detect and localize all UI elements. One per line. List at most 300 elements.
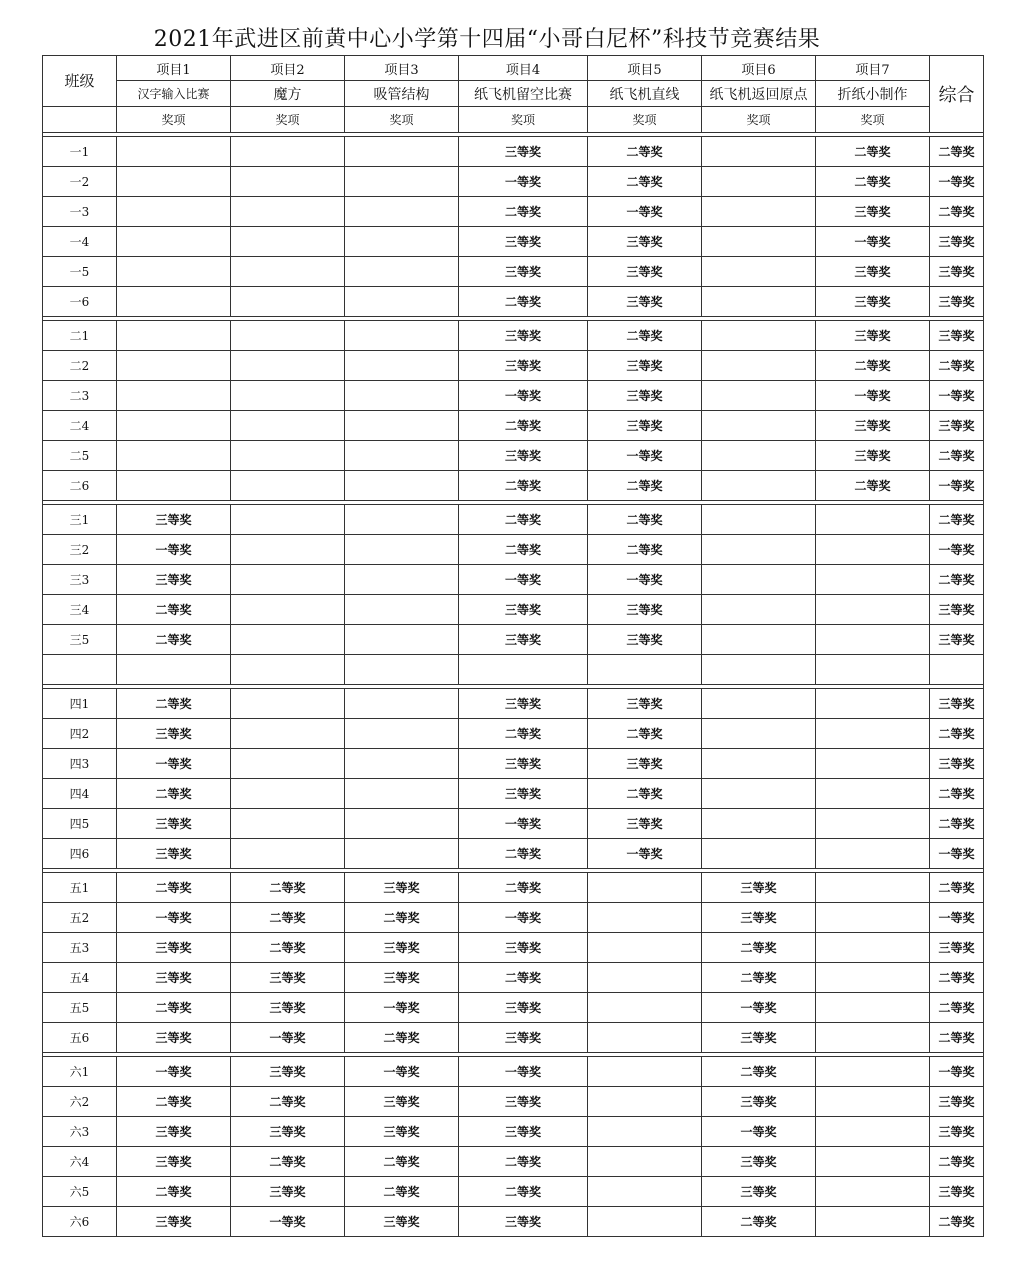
award-cell: 一等奖 bbox=[588, 565, 702, 595]
award-cell: 三等奖 bbox=[588, 689, 702, 719]
award-cell: 三等奖 bbox=[459, 1023, 588, 1053]
class-cell: 六5 bbox=[43, 1177, 117, 1207]
overall-cell: 一等奖 bbox=[930, 903, 984, 933]
award-cell bbox=[702, 471, 816, 501]
award-cell bbox=[588, 1207, 702, 1237]
table-row bbox=[43, 993, 984, 1023]
award-cell bbox=[231, 689, 345, 719]
award-cell bbox=[231, 779, 345, 809]
award-cell: 一等奖 bbox=[459, 565, 588, 595]
header-award: 奖项 bbox=[345, 107, 459, 133]
award-cell bbox=[816, 1117, 930, 1147]
award-cell: 一等奖 bbox=[459, 809, 588, 839]
award-cell bbox=[345, 719, 459, 749]
class-cell: 五3 bbox=[43, 933, 117, 963]
award-cell: 二等奖 bbox=[816, 137, 930, 167]
award-cell: 三等奖 bbox=[117, 1147, 231, 1177]
award-cell bbox=[231, 839, 345, 869]
award-cell bbox=[816, 873, 930, 903]
award-cell bbox=[345, 749, 459, 779]
award-cell bbox=[117, 381, 231, 411]
award-cell bbox=[702, 411, 816, 441]
award-cell: 三等奖 bbox=[702, 1087, 816, 1117]
award-cell bbox=[588, 873, 702, 903]
award-cell: 二等奖 bbox=[588, 137, 702, 167]
award-cell: 三等奖 bbox=[117, 809, 231, 839]
header-award: 奖项 bbox=[588, 107, 702, 133]
award-cell: 一等奖 bbox=[459, 903, 588, 933]
class-cell: 一5 bbox=[43, 257, 117, 287]
award-cell bbox=[345, 441, 459, 471]
award-cell bbox=[816, 963, 930, 993]
header-project-num: 项目6 bbox=[702, 56, 816, 81]
overall-cell: 三等奖 bbox=[930, 321, 984, 351]
award-cell: 三等奖 bbox=[117, 505, 231, 535]
header-project-name: 纸飞机直线 bbox=[588, 81, 702, 107]
award-cell bbox=[345, 809, 459, 839]
award-cell: 二等奖 bbox=[702, 1207, 816, 1237]
award-cell: 三等奖 bbox=[816, 411, 930, 441]
award-cell: 一等奖 bbox=[816, 381, 930, 411]
award-cell bbox=[588, 933, 702, 963]
table-row bbox=[43, 655, 984, 685]
award-cell: 一等奖 bbox=[117, 749, 231, 779]
award-cell: 二等奖 bbox=[816, 351, 930, 381]
award-cell: 二等奖 bbox=[117, 993, 231, 1023]
header-project-num: 项目1 bbox=[117, 56, 231, 81]
award-cell: 二等奖 bbox=[702, 1057, 816, 1087]
class-cell: 六6 bbox=[43, 1207, 117, 1237]
award-cell bbox=[588, 903, 702, 933]
table-row bbox=[43, 565, 984, 595]
award-cell: 三等奖 bbox=[702, 1023, 816, 1053]
award-cell: 二等奖 bbox=[231, 1087, 345, 1117]
award-cell bbox=[588, 1177, 702, 1207]
table-row bbox=[43, 719, 984, 749]
table-row bbox=[43, 809, 984, 839]
award-cell bbox=[345, 565, 459, 595]
award-cell: 二等奖 bbox=[117, 689, 231, 719]
award-cell: 一等奖 bbox=[588, 197, 702, 227]
class-cell: 四6 bbox=[43, 839, 117, 869]
table-row bbox=[43, 321, 984, 351]
award-cell: 一等奖 bbox=[117, 903, 231, 933]
award-cell bbox=[702, 351, 816, 381]
award-cell: 三等奖 bbox=[459, 257, 588, 287]
award-cell: 三等奖 bbox=[117, 565, 231, 595]
award-cell: 三等奖 bbox=[345, 933, 459, 963]
overall-cell: 二等奖 bbox=[930, 873, 984, 903]
award-cell: 三等奖 bbox=[588, 287, 702, 317]
table-row bbox=[43, 257, 984, 287]
overall-cell: 一等奖 bbox=[930, 1057, 984, 1087]
class-cell: 二5 bbox=[43, 441, 117, 471]
award-cell: 三等奖 bbox=[117, 1207, 231, 1237]
award-cell: 二等奖 bbox=[117, 595, 231, 625]
award-cell: 三等奖 bbox=[816, 257, 930, 287]
award-cell: 三等奖 bbox=[459, 779, 588, 809]
header-project-name: 纸飞机留空比赛 bbox=[459, 81, 588, 107]
award-cell bbox=[588, 963, 702, 993]
award-cell: 三等奖 bbox=[459, 689, 588, 719]
overall-cell: 二等奖 bbox=[930, 1023, 984, 1053]
award-cell bbox=[231, 287, 345, 317]
award-cell bbox=[231, 381, 345, 411]
award-cell bbox=[231, 197, 345, 227]
table-row bbox=[43, 287, 984, 317]
award-cell bbox=[816, 809, 930, 839]
class-cell: 四2 bbox=[43, 719, 117, 749]
table-row bbox=[43, 351, 984, 381]
award-cell bbox=[702, 505, 816, 535]
award-cell: 一等奖 bbox=[816, 227, 930, 257]
award-cell: 三等奖 bbox=[702, 903, 816, 933]
award-cell: 二等奖 bbox=[459, 197, 588, 227]
award-cell bbox=[702, 137, 816, 167]
award-cell: 三等奖 bbox=[117, 839, 231, 869]
award-cell: 一等奖 bbox=[459, 1057, 588, 1087]
award-cell bbox=[702, 381, 816, 411]
overall-cell: 一等奖 bbox=[930, 167, 984, 197]
award-cell bbox=[816, 655, 930, 685]
award-cell bbox=[702, 719, 816, 749]
class-cell: 二4 bbox=[43, 411, 117, 441]
award-cell bbox=[816, 1057, 930, 1087]
class-cell: 六2 bbox=[43, 1087, 117, 1117]
award-cell: 三等奖 bbox=[588, 381, 702, 411]
award-cell bbox=[231, 441, 345, 471]
class-cell: 四1 bbox=[43, 689, 117, 719]
award-cell bbox=[702, 655, 816, 685]
award-cell: 一等奖 bbox=[459, 381, 588, 411]
award-cell: 二等奖 bbox=[117, 1177, 231, 1207]
award-cell bbox=[816, 1207, 930, 1237]
award-cell: 二等奖 bbox=[231, 873, 345, 903]
award-cell bbox=[231, 535, 345, 565]
award-cell: 三等奖 bbox=[459, 933, 588, 963]
overall-cell: 一等奖 bbox=[930, 839, 984, 869]
award-cell: 三等奖 bbox=[816, 441, 930, 471]
award-cell bbox=[117, 137, 231, 167]
award-cell: 三等奖 bbox=[588, 351, 702, 381]
award-cell bbox=[231, 719, 345, 749]
award-cell: 二等奖 bbox=[459, 719, 588, 749]
award-cell: 三等奖 bbox=[588, 749, 702, 779]
award-cell: 三等奖 bbox=[345, 873, 459, 903]
table-row bbox=[43, 137, 984, 167]
award-cell bbox=[345, 287, 459, 317]
header-row-projects bbox=[43, 56, 984, 81]
award-cell: 三等奖 bbox=[459, 749, 588, 779]
award-cell: 三等奖 bbox=[345, 963, 459, 993]
award-cell bbox=[345, 595, 459, 625]
award-cell bbox=[816, 993, 930, 1023]
overall-cell: 二等奖 bbox=[930, 197, 984, 227]
class-cell: 五1 bbox=[43, 873, 117, 903]
award-cell: 三等奖 bbox=[816, 287, 930, 317]
award-cell: 一等奖 bbox=[345, 993, 459, 1023]
award-cell bbox=[345, 839, 459, 869]
award-cell bbox=[345, 779, 459, 809]
award-cell: 二等奖 bbox=[816, 471, 930, 501]
award-cell bbox=[117, 441, 231, 471]
class-cell: 一4 bbox=[43, 227, 117, 257]
overall-cell: 二等奖 bbox=[930, 565, 984, 595]
award-cell: 三等奖 bbox=[231, 1057, 345, 1087]
award-cell bbox=[117, 321, 231, 351]
award-cell bbox=[702, 689, 816, 719]
overall-cell: 三等奖 bbox=[930, 1087, 984, 1117]
table-row bbox=[43, 1147, 984, 1177]
overall-cell: 二等奖 bbox=[930, 779, 984, 809]
header-class: 班级 bbox=[43, 56, 117, 107]
award-cell: 三等奖 bbox=[117, 719, 231, 749]
award-cell: 三等奖 bbox=[816, 321, 930, 351]
award-cell bbox=[702, 625, 816, 655]
award-cell bbox=[702, 749, 816, 779]
award-cell: 三等奖 bbox=[459, 351, 588, 381]
table-row bbox=[43, 933, 984, 963]
award-cell bbox=[231, 595, 345, 625]
overall-cell: 三等奖 bbox=[930, 257, 984, 287]
award-cell bbox=[588, 1147, 702, 1177]
class-cell: 一6 bbox=[43, 287, 117, 317]
award-cell: 三等奖 bbox=[345, 1087, 459, 1117]
award-cell: 二等奖 bbox=[459, 839, 588, 869]
award-cell bbox=[345, 471, 459, 501]
table-row bbox=[43, 689, 984, 719]
award-cell: 二等奖 bbox=[588, 535, 702, 565]
award-cell bbox=[231, 411, 345, 441]
award-cell bbox=[816, 903, 930, 933]
award-cell bbox=[702, 809, 816, 839]
award-cell bbox=[702, 441, 816, 471]
award-cell bbox=[588, 1087, 702, 1117]
award-cell bbox=[345, 655, 459, 685]
award-cell bbox=[231, 505, 345, 535]
award-cell bbox=[816, 565, 930, 595]
header-row-award bbox=[43, 107, 984, 133]
overall-cell: 二等奖 bbox=[930, 963, 984, 993]
award-cell: 三等奖 bbox=[588, 809, 702, 839]
award-cell: 三等奖 bbox=[816, 197, 930, 227]
class-cell: 六3 bbox=[43, 1117, 117, 1147]
award-cell bbox=[117, 227, 231, 257]
class-cell: 三4 bbox=[43, 595, 117, 625]
overall-cell: 二等奖 bbox=[930, 137, 984, 167]
class-cell: 五5 bbox=[43, 993, 117, 1023]
award-cell: 三等奖 bbox=[117, 1117, 231, 1147]
award-cell: 二等奖 bbox=[459, 471, 588, 501]
table-row bbox=[43, 1057, 984, 1087]
class-cell: 五4 bbox=[43, 963, 117, 993]
award-cell: 二等奖 bbox=[345, 1023, 459, 1053]
award-cell: 二等奖 bbox=[816, 167, 930, 197]
class-cell: 五6 bbox=[43, 1023, 117, 1053]
award-cell: 二等奖 bbox=[231, 903, 345, 933]
award-cell: 一等奖 bbox=[702, 993, 816, 1023]
award-cell: 三等奖 bbox=[588, 411, 702, 441]
award-cell: 三等奖 bbox=[459, 993, 588, 1023]
header-project-name: 纸飞机返回原点 bbox=[702, 81, 816, 107]
overall-cell: 二等奖 bbox=[930, 1147, 984, 1177]
class-cell: 二6 bbox=[43, 471, 117, 501]
header-blank bbox=[43, 107, 117, 133]
award-cell bbox=[345, 351, 459, 381]
award-cell bbox=[816, 719, 930, 749]
class-cell: 二1 bbox=[43, 321, 117, 351]
award-cell bbox=[816, 595, 930, 625]
overall-cell: 三等奖 bbox=[930, 625, 984, 655]
award-cell bbox=[117, 287, 231, 317]
header-award: 奖项 bbox=[117, 107, 231, 133]
award-cell: 二等奖 bbox=[588, 167, 702, 197]
table-row bbox=[43, 749, 984, 779]
overall-cell: 二等奖 bbox=[930, 993, 984, 1023]
table-row bbox=[43, 903, 984, 933]
award-cell bbox=[702, 839, 816, 869]
award-cell bbox=[588, 655, 702, 685]
award-cell bbox=[117, 411, 231, 441]
award-cell bbox=[702, 257, 816, 287]
award-cell: 二等奖 bbox=[702, 933, 816, 963]
class-cell: 六4 bbox=[43, 1147, 117, 1177]
award-cell bbox=[702, 287, 816, 317]
award-cell: 二等奖 bbox=[459, 963, 588, 993]
award-cell bbox=[588, 993, 702, 1023]
award-cell bbox=[816, 933, 930, 963]
class-cell: 二3 bbox=[43, 381, 117, 411]
header-project-name: 折纸小制作 bbox=[816, 81, 930, 107]
award-cell bbox=[231, 137, 345, 167]
header-project-num: 项目3 bbox=[345, 56, 459, 81]
award-cell: 一等奖 bbox=[117, 535, 231, 565]
award-cell bbox=[231, 321, 345, 351]
award-cell: 二等奖 bbox=[345, 903, 459, 933]
table-row bbox=[43, 839, 984, 869]
overall-cell: 一等奖 bbox=[930, 381, 984, 411]
award-cell bbox=[588, 1117, 702, 1147]
award-cell: 二等奖 bbox=[345, 1147, 459, 1177]
award-cell bbox=[816, 1147, 930, 1177]
award-cell bbox=[231, 167, 345, 197]
award-cell: 三等奖 bbox=[231, 963, 345, 993]
award-cell bbox=[816, 839, 930, 869]
award-cell: 二等奖 bbox=[231, 933, 345, 963]
award-cell bbox=[345, 167, 459, 197]
table-row bbox=[43, 381, 984, 411]
table-row bbox=[43, 963, 984, 993]
award-cell: 三等奖 bbox=[117, 1023, 231, 1053]
header-row-names bbox=[43, 81, 984, 107]
overall-cell: 二等奖 bbox=[930, 1207, 984, 1237]
award-cell: 三等奖 bbox=[588, 227, 702, 257]
class-cell: 一3 bbox=[43, 197, 117, 227]
award-cell: 一等奖 bbox=[702, 1117, 816, 1147]
class-cell: 四5 bbox=[43, 809, 117, 839]
award-cell: 三等奖 bbox=[459, 227, 588, 257]
award-cell: 三等奖 bbox=[231, 993, 345, 1023]
award-cell: 二等奖 bbox=[459, 287, 588, 317]
header-award: 奖项 bbox=[459, 107, 588, 133]
overall-cell bbox=[930, 655, 984, 685]
table-row bbox=[43, 1117, 984, 1147]
award-cell bbox=[816, 625, 930, 655]
class-cell: 五2 bbox=[43, 903, 117, 933]
award-cell bbox=[345, 411, 459, 441]
header-overall: 综合 bbox=[930, 56, 984, 133]
award-cell bbox=[231, 809, 345, 839]
award-cell bbox=[816, 779, 930, 809]
class-cell: 一1 bbox=[43, 137, 117, 167]
award-cell bbox=[816, 749, 930, 779]
award-cell bbox=[117, 167, 231, 197]
table-row bbox=[43, 595, 984, 625]
award-cell bbox=[117, 197, 231, 227]
award-cell bbox=[345, 381, 459, 411]
overall-cell: 二等奖 bbox=[930, 809, 984, 839]
table-row bbox=[43, 227, 984, 257]
page-title: 2021年武进区前黄中心小学第十四届“小哥白尼杯”科技节竞赛结果 bbox=[153, 27, 821, 52]
table-row bbox=[43, 535, 984, 565]
award-cell: 二等奖 bbox=[459, 1177, 588, 1207]
award-cell bbox=[345, 321, 459, 351]
award-cell: 三等奖 bbox=[459, 441, 588, 471]
award-cell bbox=[231, 565, 345, 595]
award-cell: 一等奖 bbox=[231, 1023, 345, 1053]
header-project-name: 汉字输入比赛 bbox=[117, 81, 231, 107]
header-award: 奖项 bbox=[702, 107, 816, 133]
award-cell bbox=[345, 137, 459, 167]
overall-cell: 三等奖 bbox=[930, 689, 984, 719]
award-cell bbox=[117, 351, 231, 381]
award-cell: 三等奖 bbox=[231, 1117, 345, 1147]
award-cell bbox=[702, 565, 816, 595]
award-cell: 二等奖 bbox=[231, 1147, 345, 1177]
award-cell bbox=[702, 779, 816, 809]
award-cell bbox=[459, 655, 588, 685]
award-cell: 二等奖 bbox=[459, 535, 588, 565]
class-cell bbox=[43, 655, 117, 685]
table-row bbox=[43, 1023, 984, 1053]
overall-cell: 三等奖 bbox=[930, 749, 984, 779]
results-table bbox=[42, 55, 984, 1237]
award-cell: 二等奖 bbox=[459, 1147, 588, 1177]
table-row bbox=[43, 471, 984, 501]
class-cell: 一2 bbox=[43, 167, 117, 197]
table-row bbox=[43, 505, 984, 535]
award-cell: 二等奖 bbox=[117, 1087, 231, 1117]
award-cell: 三等奖 bbox=[459, 1087, 588, 1117]
table-row bbox=[43, 1177, 984, 1207]
header-award: 奖项 bbox=[816, 107, 930, 133]
overall-cell: 二等奖 bbox=[930, 505, 984, 535]
award-cell bbox=[702, 197, 816, 227]
table-row bbox=[43, 779, 984, 809]
award-cell: 三等奖 bbox=[702, 1147, 816, 1177]
table-row bbox=[43, 1087, 984, 1117]
award-cell: 二等奖 bbox=[117, 873, 231, 903]
award-cell: 二等奖 bbox=[117, 625, 231, 655]
award-cell bbox=[345, 257, 459, 287]
award-cell bbox=[345, 197, 459, 227]
award-cell bbox=[231, 749, 345, 779]
class-cell: 四4 bbox=[43, 779, 117, 809]
award-cell: 二等奖 bbox=[345, 1177, 459, 1207]
overall-cell: 三等奖 bbox=[930, 933, 984, 963]
award-cell: 三等奖 bbox=[231, 1177, 345, 1207]
class-cell: 三3 bbox=[43, 565, 117, 595]
